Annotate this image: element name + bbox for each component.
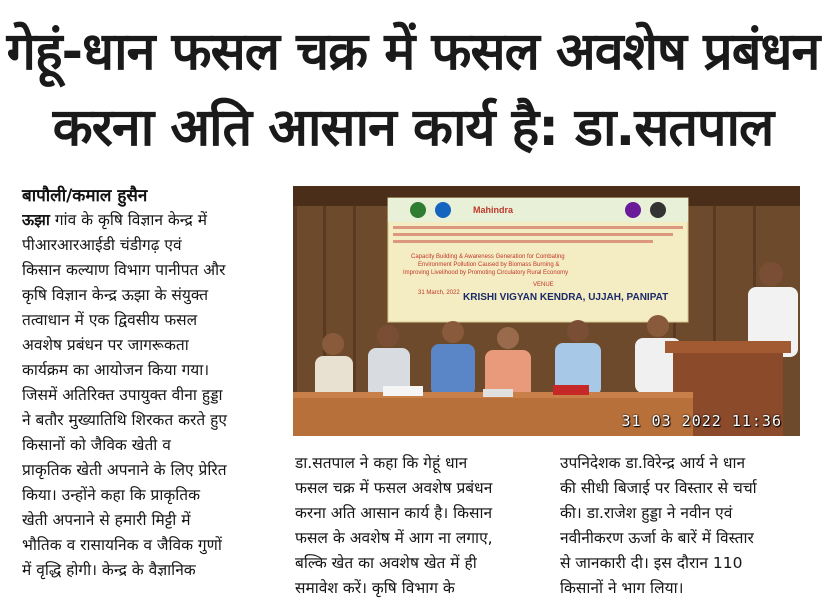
article-line: में वृद्धि होगी। केन्द्र के वैज्ञानिक — [22, 561, 196, 579]
article-line: किया। उन्होंने कहा कि प्राकृतिक — [22, 486, 201, 504]
article-line: ने बतौर मुख्यातिथि शिरकत करते हुए — [22, 411, 227, 429]
article-line: अवशेष प्रबंधन पर जागरूकता — [22, 336, 189, 354]
banner-line-2: Environment Pollution Caused by Biomass Burning & — [418, 262, 560, 268]
banner-logo-text: Mahindra — [473, 205, 514, 215]
article-line: खेती अपनाने से हमारी मिट्टी में — [22, 511, 191, 529]
article-line: डा.सतपाल ने कहा कि गेहूं धान — [295, 454, 468, 472]
article-column-1 — [22, 208, 282, 583]
article-line: की सीधी बिजाई पर विस्तार से चर्चा — [560, 479, 757, 497]
article-line: बल्कि खेत का अवशेष खेत में ही — [295, 554, 477, 572]
article-line: भौतिक व रासायनिक व जैविक गुणों — [22, 536, 222, 554]
event-photo — [293, 186, 800, 436]
article-line: की। डा.राजेश हुड्डा ने नवीन एवं — [560, 504, 733, 522]
article-line-text: गांव के कृषि विज्ञान केन्द्र में — [49, 211, 207, 229]
article-column-2 — [295, 451, 540, 601]
article-line: किसानों को जैविक खेती व — [22, 436, 171, 454]
headline-line-2: करना अति आसान कार्य है: डा.सतपाल — [52, 98, 774, 158]
banner-venue: KRISHI VIGYAN KENDRA, UJJAH, PANIPAT — [463, 292, 669, 303]
article-line: फसल के अवशेष में आग ना लगाए, — [295, 529, 493, 547]
banner-line-1: Capacity Building & Awareness Generation for Combating — [411, 254, 565, 260]
banner-venue-label: VENUE — [533, 282, 554, 288]
article-line: से जानकारी दी। इस दौरान 110 — [560, 554, 743, 572]
article-line: उपनिदेशक डा.विरेन्द्र आर्य ने धान — [560, 454, 746, 472]
article-line: कृषि विज्ञान केन्द्र ऊझा के संयुक्त — [22, 286, 209, 304]
banner-date: 31 March, 2022 — [418, 290, 460, 296]
article-line: पीआरआरआईडी चंडीगढ़ एवं — [22, 236, 182, 254]
article-line: नवीनीकरण ऊर्जा के बारें में विस्तार — [560, 529, 754, 547]
headline-line-1: गेहूं-धान फसल चक्र में फसल अवशेष प्रबंधन — [6, 22, 820, 82]
article-line: प्राकृतिक खेती अपनाने के लिए प्रेरित — [22, 461, 227, 479]
article-line: किसानों ने भाग लिया। — [560, 579, 684, 597]
article-lead-word: ऊझा — [22, 211, 50, 229]
article-line: जिसमें अतिरिक्त उपायुक्त वीना हुड्डा — [22, 386, 223, 404]
byline: बापौली/कमाल हुसैन — [22, 186, 148, 206]
article-line: करना अति आसान कार्य है। किसान — [295, 504, 493, 522]
article-line: तत्वाधान में एक द्विवसीय फसल — [22, 311, 198, 329]
article-line: कार्यक्रम का आयोजन किया गया। — [22, 361, 210, 379]
article-line: समावेश करें। कृषि विभाग के — [295, 579, 455, 597]
photo-timestamp: 31 03 2022 11:36 — [621, 412, 782, 430]
article-line: किसान कल्याण विभाग पानीपत और — [22, 261, 226, 279]
article-line — [22, 208, 282, 233]
banner-line-3: Improving Livelihood by Promoting Circulatory Rural Economy — [403, 270, 569, 276]
article-column-3 — [560, 451, 800, 601]
article-line: फसल चक्र में फसल अवशेष प्रबंधन — [295, 479, 493, 497]
event-photo-illustration — [293, 186, 800, 436]
